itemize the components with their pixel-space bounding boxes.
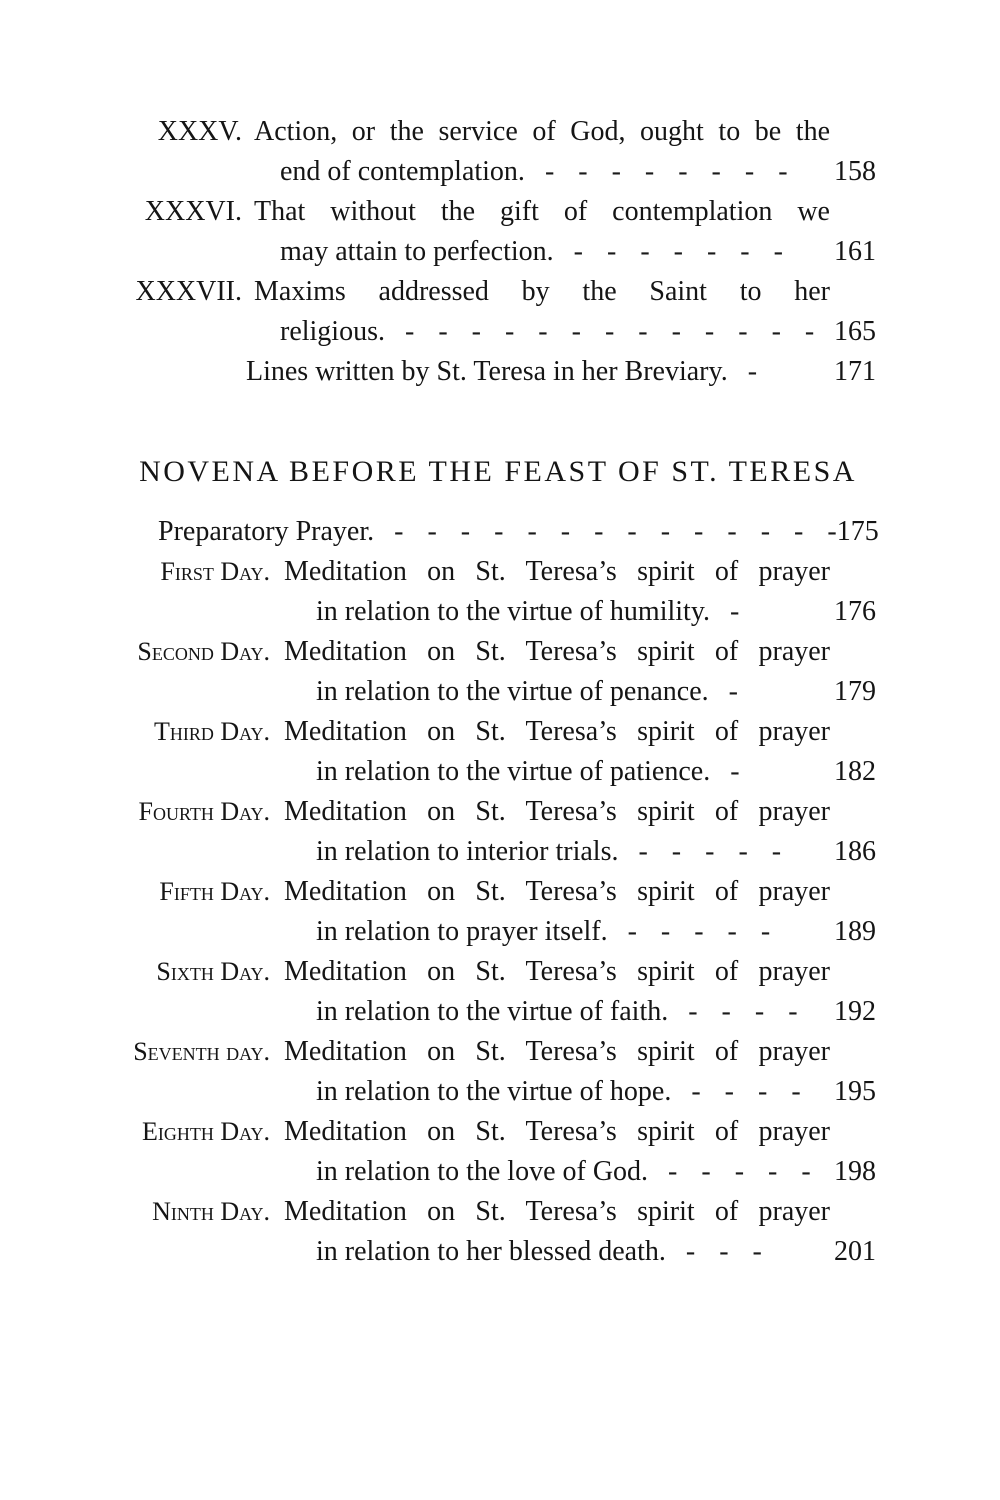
toc-entry-preparatory-prayer xyxy=(120,512,879,552)
toc-entry-breviary-lines xyxy=(120,352,876,392)
dot-leader: - - - - - - - - - - - - - - xyxy=(394,516,837,547)
day-entry-continuation: in relation to the virtue of hope. xyxy=(316,1076,672,1107)
dot-leader: - - - - - xyxy=(627,916,771,947)
chapter-title: That without the gift of contemplation we xyxy=(254,196,830,227)
day-entry-body xyxy=(284,552,876,632)
day-label: Eighth Day. xyxy=(142,1117,270,1146)
day-entry-body xyxy=(284,952,876,1032)
chapter-title: Maxims addressed by the Saint to her xyxy=(254,276,830,307)
entry-title: Preparatory Prayer. xyxy=(158,516,375,547)
day-entry-line2 xyxy=(284,752,876,792)
chapter-title: Action, or the service of God, ought to be the xyxy=(254,116,830,147)
section-heading-novena: NOVENA BEFORE THE FEAST OF ST. TERESA xyxy=(139,455,857,488)
toc-entry-line1 xyxy=(120,112,876,152)
page-number: 201 xyxy=(834,1236,876,1267)
page-number: 179 xyxy=(834,676,876,707)
day-entry-line2 xyxy=(284,1072,876,1112)
dot-leader: - - - - xyxy=(688,996,798,1027)
toc-entry-line2 xyxy=(120,312,876,352)
day-label: Fifth Day. xyxy=(159,877,270,906)
page-number: 165 xyxy=(834,316,876,347)
toc-entry-chapter-xxxv xyxy=(120,112,876,192)
chapter-title-continuation: may attain to perfection. xyxy=(280,236,554,267)
page-number: 175 xyxy=(836,516,879,547)
toc-entry-ninth-day xyxy=(120,1192,876,1272)
page-number: 192 xyxy=(834,996,876,1027)
day-entry-line2 xyxy=(284,672,876,712)
day-label: Second Day. xyxy=(137,637,270,666)
toc-entry-seventh-day xyxy=(120,1032,876,1112)
toc-entry-sixth-day xyxy=(120,952,876,1032)
day-label: Seventh day. xyxy=(133,1037,270,1066)
day-entry-title: Meditation on St. Teresa’s spirit of prayer xyxy=(284,1196,830,1227)
toc-entry-chapter-xxxvi xyxy=(120,192,876,272)
day-entry-body xyxy=(284,1032,876,1112)
dot-leader: - - - - xyxy=(691,1076,801,1107)
day-entry-title: Meditation on St. Teresa’s spirit of prayer xyxy=(284,796,830,827)
page-number: 158 xyxy=(834,156,876,187)
toc-entry-third-day xyxy=(120,712,876,792)
dot-leader: - xyxy=(730,756,740,787)
day-entry-title: Meditation on St. Teresa’s spirit of prayer xyxy=(284,956,830,987)
day-entry-line2 xyxy=(284,592,876,632)
entry-title: Lines written by St. Teresa in her Breviary. xyxy=(246,356,728,387)
toc-entry-eighth-day xyxy=(120,1112,876,1192)
chapter-title-continuation: end of contemplation. xyxy=(280,156,525,187)
day-label: Fourth Day. xyxy=(138,797,270,826)
day-entry-line2 xyxy=(284,832,876,872)
day-entry-continuation: in relation to the virtue of penance. xyxy=(316,676,709,707)
chapter-number: XXXVII. xyxy=(135,276,242,307)
page-number: 182 xyxy=(834,756,876,787)
day-entry-title: Meditation on St. Teresa’s spirit of prayer xyxy=(284,1036,830,1067)
page-number: 195 xyxy=(834,1076,876,1107)
day-entry-continuation: in relation to the virtue of humility. xyxy=(316,596,710,627)
dot-leader: - - - - - xyxy=(638,836,782,867)
toc-entry-second-day xyxy=(120,632,876,712)
day-entry-title: Meditation on St. Teresa’s spirit of prayer xyxy=(284,1116,830,1147)
toc-entry-line1 xyxy=(120,272,876,312)
dot-leader: - xyxy=(728,676,738,707)
day-entry-title: Meditation on St. Teresa’s spirit of prayer xyxy=(284,556,830,587)
day-label: Ninth Day. xyxy=(152,1197,270,1226)
day-entry-line2 xyxy=(284,992,876,1032)
day-entry-body xyxy=(284,632,876,712)
day-entry-body xyxy=(284,1192,876,1272)
dot-leader: - xyxy=(730,596,740,627)
toc-entry-first-day xyxy=(120,552,876,632)
day-entry-title: Meditation on St. Teresa’s spirit of prayer xyxy=(284,716,830,747)
page-number: 161 xyxy=(834,236,876,267)
day-entry-title: Meditation on St. Teresa’s spirit of prayer xyxy=(284,876,830,907)
toc-entry-chapter-xxxvii xyxy=(120,272,876,352)
day-entry-continuation: in relation to the virtue of patience. xyxy=(316,756,711,787)
day-entry-continuation: in relation to prayer itself. xyxy=(316,916,608,947)
toc-entry-fifth-day xyxy=(120,872,876,952)
toc-entry-line2 xyxy=(120,232,876,272)
day-label: Sixth Day. xyxy=(156,957,270,986)
day-entry-line2 xyxy=(284,912,876,952)
toc-entry-fourth-day xyxy=(120,792,876,872)
dot-leader: - - - - - - - - - - - - - xyxy=(405,316,815,347)
day-entry-body xyxy=(284,792,876,872)
page-number: 189 xyxy=(834,916,876,947)
dot-leader: - - - - - - - xyxy=(573,236,783,267)
chapter-title-continuation: religious. xyxy=(280,316,385,347)
dot-leader: - - - - - xyxy=(668,1156,811,1187)
toc-entry-line2 xyxy=(120,152,876,192)
page-number: 176 xyxy=(834,596,876,627)
day-entry-continuation: in relation to the virtue of faith. xyxy=(316,996,669,1027)
day-entry-continuation: in relation to her blessed death. xyxy=(316,1236,666,1267)
page-number: 171 xyxy=(834,356,876,387)
toc-entry-line1 xyxy=(120,192,876,232)
dot-leader: - - - xyxy=(685,1236,762,1267)
day-entry-line2 xyxy=(284,1232,876,1272)
day-entry-continuation: in relation to interior trials. xyxy=(316,836,619,867)
page-number: 198 xyxy=(834,1156,876,1187)
chapter-number: XXXVI. xyxy=(144,196,242,227)
dot-leader: - xyxy=(747,356,758,387)
day-entry-title: Meditation on St. Teresa’s spirit of prayer xyxy=(284,636,830,667)
chapter-number: XXXV. xyxy=(157,116,242,147)
day-entry-body xyxy=(284,1112,876,1192)
day-entry-line2 xyxy=(284,1152,876,1192)
dot-leader: - - - - - - - - xyxy=(544,156,788,187)
day-entry-body xyxy=(284,872,876,952)
page-number: 186 xyxy=(834,836,876,867)
day-label: First Day. xyxy=(160,557,270,586)
day-entry-continuation: in relation to the love of God. xyxy=(316,1156,649,1187)
day-entry-body xyxy=(284,712,876,792)
day-label: Third Day. xyxy=(153,717,270,746)
